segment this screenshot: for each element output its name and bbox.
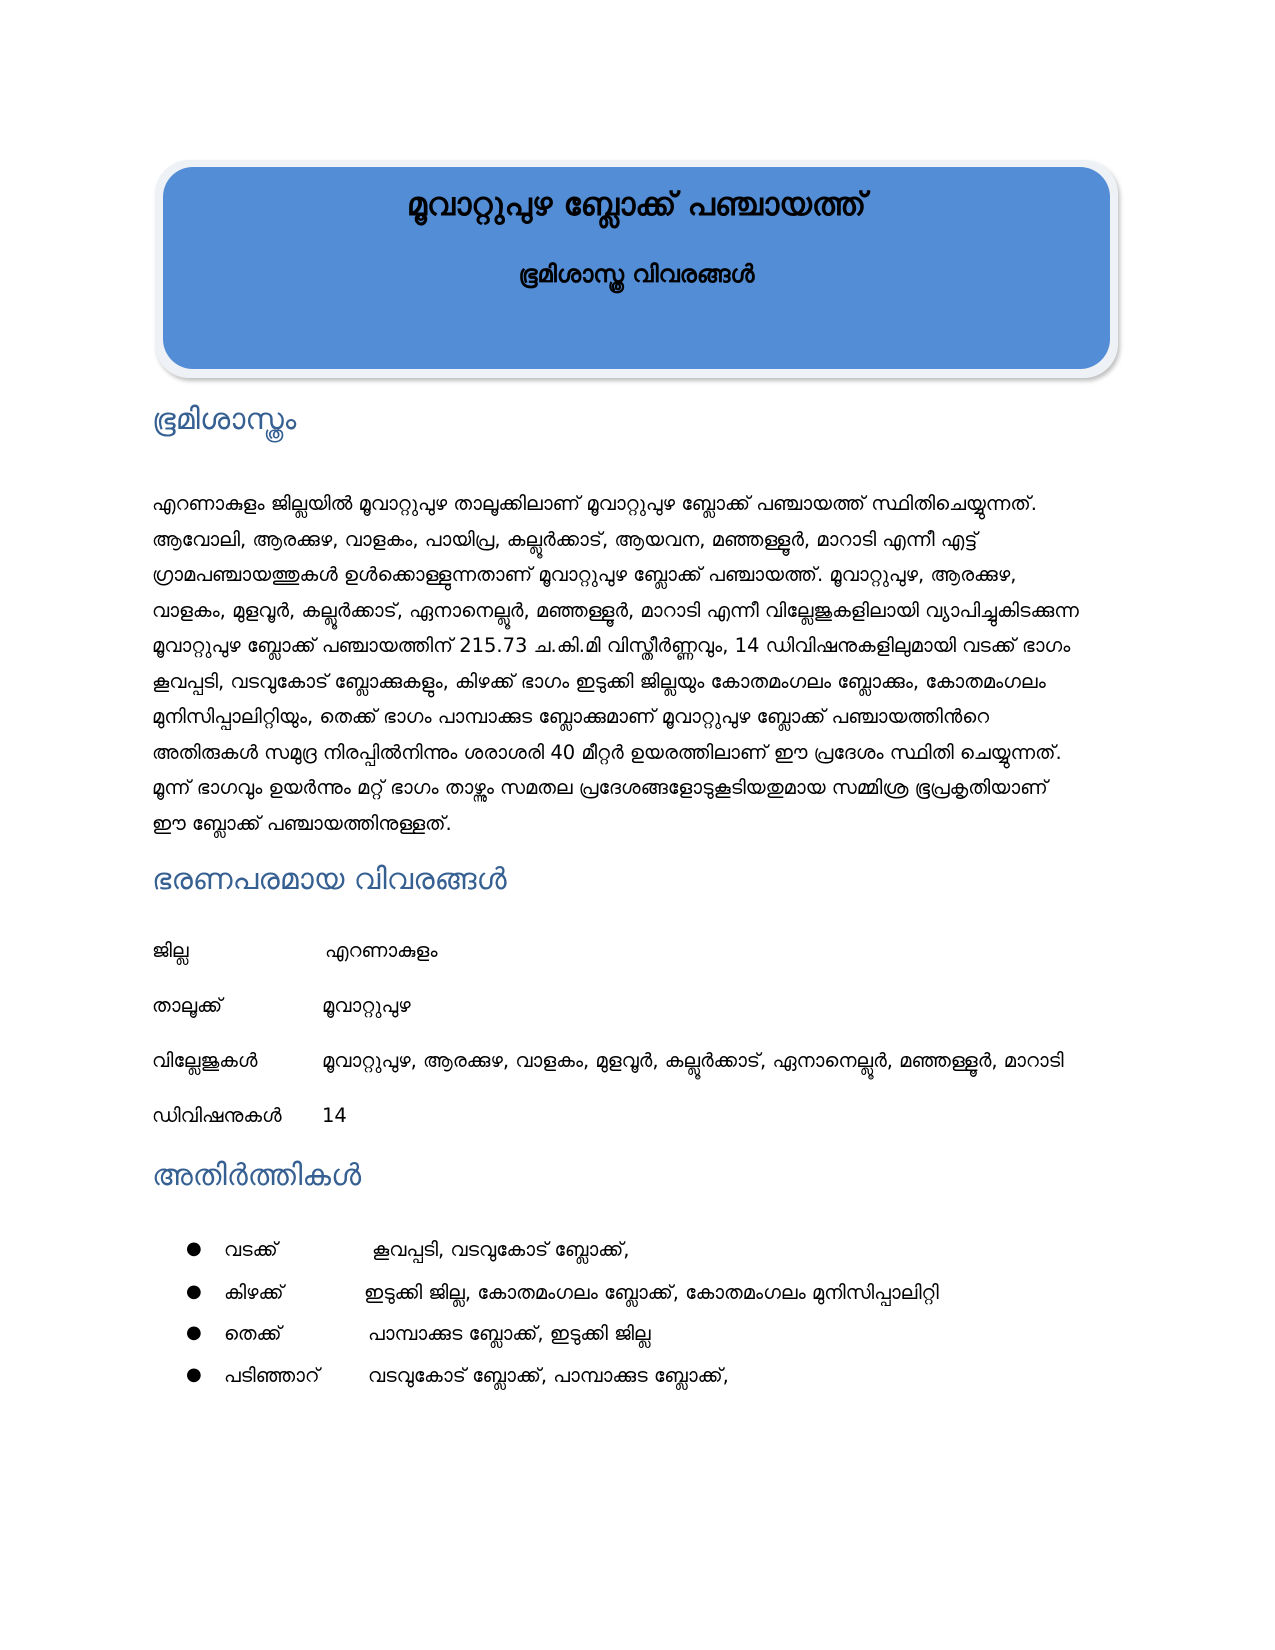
admin-value: മൂവാറ്റുപുഴ — [322, 994, 411, 1017]
document-subtitle: ഭൂമിശാസ്ത്ര വിവരങ്ങൾ — [518, 260, 755, 288]
border-value: പാമ്പാക്കുട ബ്ലോക്ക്, ഇടുക്കി ജില്ല — [368, 1322, 651, 1345]
border-value: കൂവപ്പടി, വടവുകോട് ബ്ലോക്ക്, — [372, 1238, 630, 1261]
paragraph-line: ആവോലി, ആരക്കുഴ, വാളകം, പായിപ്ര, കല്ലൂർക്കാട്, ആയവന, മഞ്ഞള്ളൂർ, മാറാടി എന്നീ എട്ട് — [152, 527, 978, 551]
bullet-icon: ● — [186, 1238, 202, 1259]
paragraph-line: എറണാകുളം ജില്ലയിൽ മൂവാറ്റുപുഴ താലൂക്കിലാണ് മൂവാറ്റുപുഴ ബ്ലോക്ക് പഞ്ചായത്ത് സ്ഥിതിചെയ്യുന്നത്. — [152, 492, 1037, 515]
admin-value: 14 — [322, 1104, 347, 1127]
border-direction: വടക്ക് — [224, 1238, 278, 1261]
border-value: ഇടുക്കി ജില്ല, കോതമംഗലം ബ്ലോക്ക്, കോതമംഗലം മുനിസിപ്പാലിറ്റി — [364, 1281, 939, 1304]
bullet-icon: ● — [186, 1281, 202, 1302]
border-direction: പടിഞ്ഞാറ് — [224, 1364, 320, 1387]
bullet-icon: ● — [186, 1322, 202, 1343]
borders-heading: അതിർത്തികൾ — [152, 1158, 362, 1193]
paragraph-line: കൂവപ്പടി, വടവുകോട് ബ്ലോക്കുകളും, കിഴക്ക് ഭാഗം ഇടുക്കി ജില്ലയും കോതമംഗലം ബ്ലോക്കും, കോതമംഗലം — [152, 669, 1046, 693]
bullet-icon: ● — [186, 1364, 202, 1385]
administration-heading: ഭരണപരമായ വിവരങ്ങൾ — [152, 862, 507, 897]
admin-label: ഡിവിഷനുകൾ — [152, 1104, 282, 1127]
paragraph-line: വാളകം, മുളവൂർ, കല്ലൂർക്കാട്, ഏനാനെല്ലൂർ, മഞ്ഞള്ളൂർ, മാറാടി എന്നീ വില്ലേജുകളിലായി വ്യാപിച്ചുകിടക്കുന്ന — [152, 598, 1079, 622]
geography-heading: ഭൂമിശാസ്ത്രം — [152, 402, 297, 437]
admin-label: വില്ലേജുകൾ — [152, 1049, 258, 1072]
paragraph-line: ഈ ബ്ലോക്ക് പഞ്ചായത്തിനുള്ളത്. — [152, 811, 452, 835]
paragraph-line: ഗ്രാമപഞ്ചായത്തുകൾ ഉൾക്കൊള്ളുന്നതാണ് മൂവാറ്റുപുഴ ബ്ലോക്ക് പഞ്ചായത്ത്. മൂവാറ്റുപുഴ, ആരക്കുഴ, — [152, 563, 1017, 586]
paragraph-line: അതിരുകൾ സമുദ്ര നിരപ്പിൽനിന്നും ശരാശരി 40 മീറ്റർ ഉയരത്തിലാണ് ഈ പ്രദേശം സ്ഥിതി ചെയ്യുന്നത്. — [152, 740, 1062, 764]
border-value: വടവുകോട് ബ്ലോക്ക്, പാമ്പാക്കുട ബ്ലോക്ക്, — [368, 1364, 729, 1387]
paragraph-line: മുനിസിപ്പാലിറ്റിയും, തെക്ക് ഭാഗം പാമ്പാക്കുട ബ്ലോക്കുമാണ് മൂവാറ്റുപുഴ ബ്ലോക്ക് പഞ്ചായത്തിൻറെ — [152, 705, 990, 728]
admin-label: താലൂക്ക് — [152, 994, 223, 1017]
admin-value: എറണാകുളം — [325, 939, 438, 962]
document-title: മൂവാറ്റുപുഴ ബ്ലോക്ക് പഞ്ചായത്ത് — [406, 185, 867, 223]
header-box — [163, 167, 1110, 369]
admin-label: ജില്ല — [152, 939, 189, 962]
border-direction: കിഴക്ക് — [224, 1281, 284, 1304]
border-direction: തെക്ക് — [224, 1322, 282, 1345]
paragraph-line: മൂന്ന് ഭാഗവും ഉയർന്നും മറ്റ് ഭാഗം താഴ്ന്നും സമതല പ്രദേശങ്ങളോടുകൂടിയതുമായ സമ്മിശ്ര ഭൂപ്രകൃതിയാണ് — [152, 776, 1048, 799]
paragraph-line: മൂവാറ്റുപുഴ ബ്ലോക്ക് പഞ്ചായത്തിന് 215.73 ച.കി.മി വിസ്തീർണ്ണവും, 14 ഡിവിഷനുകളിലുമായി വടക്ക് ഭാഗം — [152, 634, 1071, 657]
admin-value: മൂവാറ്റുപുഴ, ആരക്കുഴ, വാളകം, മുളവൂർ, കല്ലൂർക്കാട്, ഏനാനെല്ലൂർ, മഞ്ഞള്ളൂർ, മാറാടി — [322, 1049, 1064, 1072]
geography-paragraph — [152, 486, 1124, 841]
